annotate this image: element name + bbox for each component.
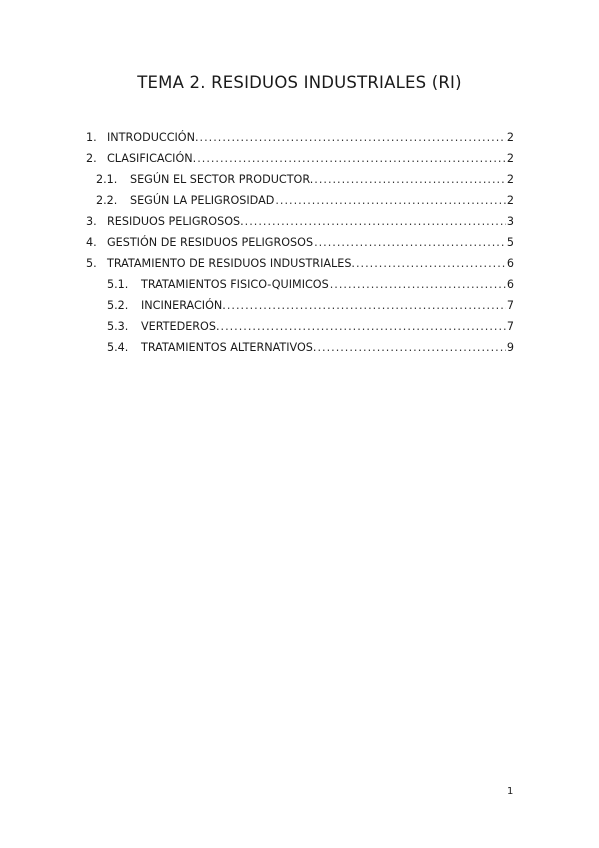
toc-entry-label: SEGÚN LA PELIGROSIDAD (130, 194, 275, 207)
toc-entry-number: 2. (86, 152, 97, 165)
toc-entry-label: CLASIFICACIÓN. (107, 152, 197, 165)
toc-entry-gestion[interactable] (86, 235, 514, 251)
toc-entry-residuos-peligrosos[interactable] (86, 214, 514, 230)
toc-entry-number: 2.1. (96, 173, 118, 186)
toc-entry-number: 3. (86, 215, 97, 228)
toc-entry-page: 6 (506, 278, 514, 291)
toc-entry-page: 9 (506, 341, 514, 354)
toc-entry-label: INCINERACIÓN. (141, 299, 226, 312)
dot-leader (317, 340, 505, 356)
toc-entry-sector-productor[interactable] (96, 172, 514, 188)
toc-entry-number: 5.4. (107, 341, 129, 354)
page-number: 1 (507, 786, 514, 797)
toc-entry-alternativos[interactable] (107, 340, 514, 356)
toc-entry-incineracion[interactable] (107, 298, 514, 314)
dot-leader (197, 151, 506, 167)
toc-entry-number: 2.2. (96, 194, 118, 207)
toc-entry-peligrosidad[interactable] (96, 193, 514, 209)
toc-entry-page: 7 (506, 320, 514, 333)
toc-entry-page: 6 (506, 257, 514, 270)
page-title: TEMA 2. RESIDUOS INDUSTRIALES (RI) (137, 73, 462, 92)
toc-entry-number: 4. (86, 236, 97, 249)
dot-leader (356, 256, 506, 272)
toc-entry-fisico-quimicos[interactable] (107, 277, 514, 293)
toc-entry-label: INTRODUCCIÓN. (107, 131, 199, 144)
toc-entry-label: TRATAMIENTO DE RESIDUOS INDUSTRIALES. (107, 257, 355, 270)
toc-entry-number: 5.3. (107, 320, 129, 333)
dot-leader (227, 298, 506, 314)
toc-entry-page: 2 (506, 131, 514, 144)
toc-entry-number: 5.2. (107, 299, 129, 312)
toc-entry-page: 2 (506, 194, 514, 207)
dot-leader (245, 214, 506, 230)
toc-entry-vertederos[interactable] (107, 319, 514, 335)
toc-entry-introduccion[interactable] (86, 130, 514, 146)
toc-entry-label: RESIDUOS PELIGROSOS. (107, 215, 244, 228)
dot-leader (200, 130, 506, 146)
dot-leader (221, 319, 506, 335)
dot-leader (314, 172, 506, 188)
toc-entry-label: TRATAMIENTOS ALTERNATIVOS. (141, 341, 317, 354)
dot-leader (330, 277, 506, 293)
toc-entry-label: GESTIÓN DE RESIDUOS PELIGROSOS (107, 236, 314, 249)
toc-entry-label: SEGÚN EL SECTOR PRODUCTOR. (130, 173, 314, 186)
toc-entry-label: TRATAMIENTOS FISICO-QUIMICOS (141, 278, 329, 291)
toc-entry-number: 1. (86, 131, 97, 144)
toc-entry-label: VERTEDEROS. (141, 320, 220, 333)
toc-entry-number: 5.1. (107, 278, 129, 291)
toc-entry-page: 2 (506, 173, 514, 186)
toc-entry-tratamiento[interactable] (86, 256, 514, 272)
toc-entry-clasificacion[interactable] (86, 151, 514, 167)
toc-entry-page: 7 (506, 299, 514, 312)
toc-entry-number: 5. (86, 257, 97, 270)
dot-leader (275, 193, 506, 209)
dot-leader (314, 235, 506, 251)
toc-entry-page: 5 (506, 236, 514, 249)
toc-entry-page: 3 (506, 215, 514, 228)
toc-entry-page: 2 (506, 152, 514, 165)
